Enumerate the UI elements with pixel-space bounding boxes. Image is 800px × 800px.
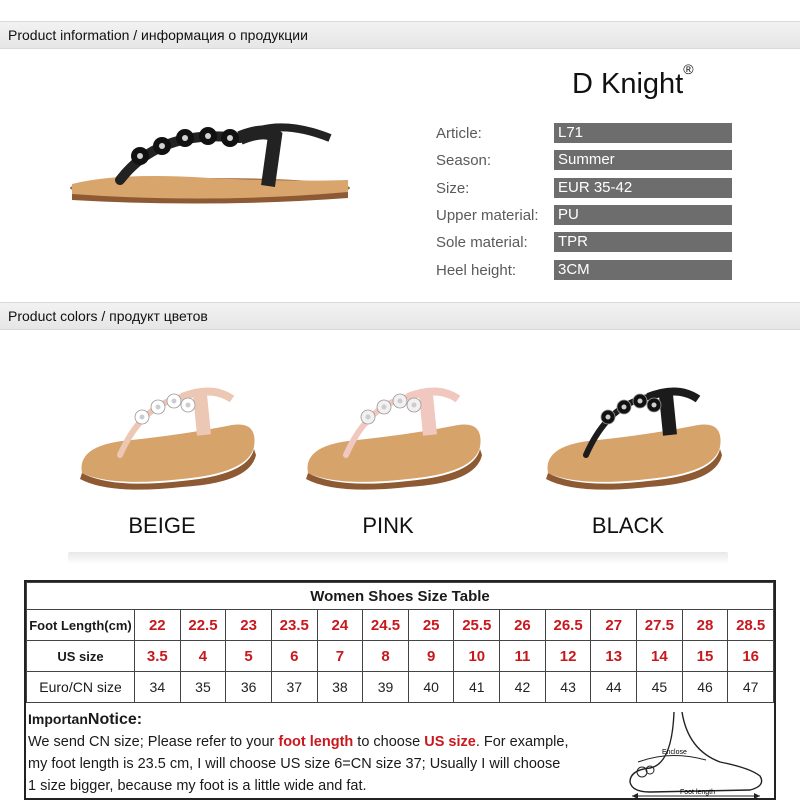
size-cell: 14 [637,641,683,672]
size-table [26,582,774,703]
foot-measure-diagram [610,710,770,800]
color-variant-pink[interactable] [288,355,488,538]
size-cell: 25.5 [454,610,500,641]
spec-row [436,205,732,227]
size-cell: 22.5 [180,610,226,641]
size-row-header: Foot Length(cm) [27,610,135,641]
notice-highlight-us-size: US size [424,734,476,750]
size-table-panel [24,580,776,800]
spec-value: TPR [554,232,732,252]
spec-value: EUR 35-42 [554,178,732,198]
spec-value: L71 [554,123,732,143]
notice-heading-big: Notice: [87,711,143,728]
notice-text: to choose [353,734,425,750]
size-cell: 36 [226,672,272,703]
size-cell: 47 [728,672,774,703]
section-header-product-colors [0,302,800,330]
spec-row [436,178,732,200]
notice-heading [28,708,618,731]
sandal-image [62,355,262,505]
spec-label: Heel height: [436,261,517,279]
product-sandal-image [60,108,360,218]
spec-label: Season: [436,152,492,170]
section-header-product-information [0,21,800,49]
size-table-title: Women Shoes Size Table [27,583,774,610]
size-cell: 27.5 [637,610,683,641]
foot-length-label: Foot length [680,789,716,796]
color-name: BEIGE [128,513,196,538]
color-name: PINK [362,513,414,538]
notice-text: . For example, [475,734,569,750]
size-cell: 5 [226,641,272,672]
notice-line-2: my foot length is 23.5 cm, I will choose US size 6=CN size 37; Usually I will choose [28,756,561,772]
color-name: BLACK [591,513,665,538]
size-cell: 42 [500,672,546,703]
notice-text: We send CN size; Please refer to your [28,734,279,750]
spec-value: PU [554,205,732,225]
size-cell: 3.5 [135,641,181,672]
size-cell: 35 [180,672,226,703]
spec-label: Size: [436,179,470,197]
size-cell: 24 [317,610,363,641]
size-cell: 41 [454,672,500,703]
spec-row [436,150,732,172]
size-cell: 39 [363,672,409,703]
size-cell: 23.5 [271,610,317,641]
size-cell: 26 [500,610,546,641]
size-cell: 13 [591,641,637,672]
spec-label: Article: [436,125,482,142]
spec-value: Summer [554,150,732,170]
size-table-row [27,610,774,641]
spec-row [436,232,732,254]
size-cell: 22 [135,610,181,641]
spec-row [436,123,732,145]
section-title: Product colors / продукт цветов [8,308,208,324]
divider [68,552,728,564]
notice-block [28,708,618,797]
size-cell: 9 [408,641,454,672]
size-table-row [27,641,774,672]
size-cell: 10 [454,641,500,672]
size-table-title-row [27,583,774,610]
size-cell: 7 [317,641,363,672]
sandal-image [528,355,728,505]
color-variant-beige[interactable] [62,355,262,538]
size-row-header: US size [27,641,135,672]
enclose-label: Enclose [662,749,687,756]
size-cell: 46 [682,672,728,703]
section-title: Product information / информация о продукции [8,27,308,43]
size-cell: 37 [271,672,317,703]
size-row-header: Euro/CN size [27,672,135,703]
size-cell: 23 [226,610,272,641]
spec-label: Upper material: [436,206,539,224]
size-cell: 40 [408,672,454,703]
notice-line-1 [28,731,618,753]
registered-mark: ® [683,61,694,78]
size-cell: 38 [317,672,363,703]
size-cell: 8 [363,641,409,672]
size-cell: 25 [408,610,454,641]
spec-value: 3CM [554,260,732,280]
color-variant-black[interactable] [528,355,728,538]
size-cell: 12 [545,641,591,672]
size-cell: 34 [135,672,181,703]
size-cell: 4 [180,641,226,672]
size-cell: 16 [728,641,774,672]
notice-heading-small: Importan [28,711,88,727]
size-cell: 27 [591,610,637,641]
size-cell: 45 [637,672,683,703]
sandal-image [288,355,488,505]
size-cell: 43 [545,672,591,703]
notice-highlight-foot-length: foot length [278,734,354,750]
size-cell: 44 [591,672,637,703]
size-cell: 28.5 [728,610,774,641]
size-cell: 11 [500,641,546,672]
size-cell: 24.5 [363,610,409,641]
size-cell: 15 [682,641,728,672]
size-cell: 26.5 [545,610,591,641]
size-cell: 28 [682,610,728,641]
brand-name [572,61,694,101]
spec-row [436,260,732,282]
notice-line-3: 1 size bigger, because my foot is a little wide and fat. [28,778,367,794]
size-cell: 6 [271,641,317,672]
brand-text: D Knight [572,68,684,100]
size-table-row [27,672,774,703]
spec-label: Sole material: [436,234,528,252]
